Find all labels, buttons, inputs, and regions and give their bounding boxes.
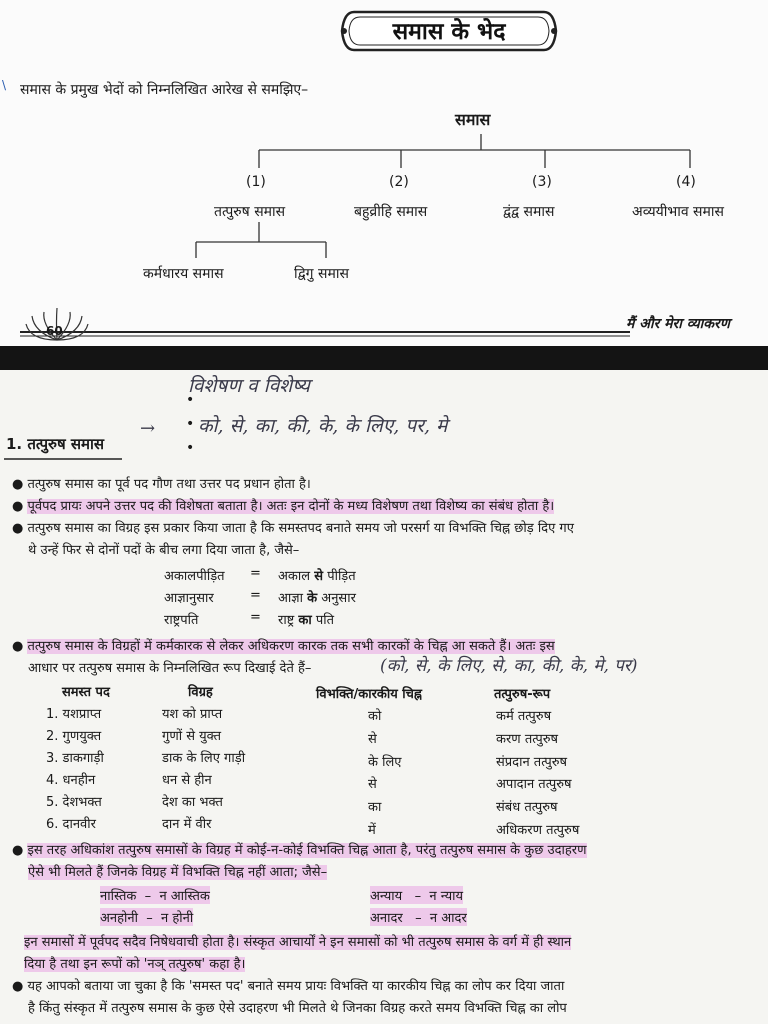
- table-row: 6. दानवीर: [46, 817, 96, 832]
- bullet-1: ● तत्पुरुष समास का पूर्व पद गौण तथा उत्तर पद प्रधान होता है।: [12, 477, 311, 492]
- table-row: 3. डाकगाड़ी: [46, 751, 104, 766]
- branch-number: (4): [676, 174, 696, 190]
- example-vigrah: राष्ट्र का पति: [278, 613, 335, 628]
- bullet-4: ● तत्पुरुष समास के विग्रहों में कर्मकारक से लेकर अधिकरण कारक तक सभी कारकों के चिह्न आ सकते हैं। अतः इस: [12, 639, 555, 654]
- arrow-mark-icon: \: [2, 78, 7, 92]
- intro-text: समास के प्रमुख भेदों को निम्नलिखित आरेख से समझिए–: [20, 82, 309, 98]
- table-header: समस्त पद: [62, 685, 110, 700]
- top-page: [0, 0, 768, 346]
- table-cell: अपादान तत्पुरुष: [496, 777, 572, 792]
- table-cell: को: [368, 709, 382, 724]
- handwritten-side-note: (को, से, के लिए, से, का, की, के, मे, पर): [380, 656, 638, 676]
- heading-underline: [4, 456, 124, 462]
- branch-number: (2): [389, 174, 409, 190]
- table-cell: दान में वीर: [162, 817, 212, 832]
- branch-avyayibhav: अव्ययीभाव समास: [632, 204, 724, 220]
- branch-dvandva: द्वंद्व समास: [503, 204, 555, 220]
- branch-tatpurush: तत्पुरुष समास: [214, 204, 286, 220]
- handwritten-note-2: को, से, का, की, के, के लिए, पर, मे: [198, 415, 448, 437]
- bullet-dot: •: [186, 416, 195, 432]
- bullet-dot: •: [186, 392, 195, 408]
- table-cell: संबंध तत्पुरुष: [496, 800, 558, 815]
- tree-root: समास: [455, 110, 491, 129]
- table-row: 5. देशभक्त: [46, 795, 102, 810]
- neg-example: नास्तिक – न आस्तिक: [100, 886, 210, 904]
- example-eq: =: [250, 588, 261, 603]
- bullet-5: ● इस तरह अधिकांश तत्पुरुष समासों के विग्रह में कोई-न-कोई विभक्ति चिह्न आता है, परंतु तत्पुरुष समास के कुछ उदाहरण: [12, 843, 587, 858]
- bullet-6: ● यह आपको बताया जा चुका है कि 'समस्त पद' बनाते समय प्रायः विभक्ति या कारकीय चिह्न का लोप कर दिया जाता: [12, 979, 565, 994]
- table-cell: यश को प्राप्त: [162, 707, 223, 722]
- table-cell: डाक के लिए गाड़ी: [162, 751, 246, 766]
- branch-number: (1): [246, 174, 266, 190]
- table-cell: अधिकरण तत्पुरुष: [496, 823, 580, 838]
- sub-dvigu: द्विगु समास: [294, 266, 349, 282]
- section-heading: 1. तत्पुरुष समास: [6, 435, 105, 453]
- neg-example: अन्याय – न न्याय: [370, 886, 463, 904]
- example-word: अकालपीड़ित: [164, 569, 225, 584]
- table-cell: के लिए: [368, 755, 402, 770]
- page-number: 60: [46, 324, 63, 338]
- example-word: आज्ञानुसार: [164, 591, 214, 606]
- table-cell: में: [368, 823, 376, 838]
- branch-bahuvrihi: बहुव्रीहि समास: [354, 204, 428, 220]
- table-header: विग्रह: [188, 685, 213, 700]
- table-cell: धन से हीन: [162, 773, 212, 788]
- book-title: मैं और मेरा व्याकरण: [626, 316, 730, 332]
- table-row: 2. गुणयुक्त: [46, 729, 102, 744]
- neg-example: अनादर – न आदर: [370, 908, 467, 926]
- page-gap: [0, 346, 768, 370]
- table-cell: गुणों से युक्त: [162, 729, 222, 744]
- table-cell: से: [368, 777, 377, 792]
- bullet-3: ● तत्पुरुष समास का विग्रह इस प्रकार किया जाता है कि समस्तपद बनाते समय जो परसर्ग या विभक्ति चिह्न छोड़ दिए गए: [12, 521, 574, 536]
- bullet-5-cont: ऐसे भी मिलते हैं जिनके विग्रह में विभक्ति चिह्न नहीं आता; जैसे–: [28, 865, 328, 880]
- table-cell: देश का भक्त: [162, 795, 223, 810]
- section-title: समास के भेद: [392, 19, 506, 45]
- bullet-4-cont: आधार पर तत्पुरुष समास के निम्नलिखित रूप दिखाई देते हैं–: [28, 661, 312, 676]
- sub-karmadharaya: कर्मधारय समास: [143, 266, 224, 282]
- neg-example: अनहोनी – न होनी: [100, 908, 193, 926]
- branch-number: (3): [532, 174, 552, 190]
- para-line-1: इन समासों में पूर्वपद सदैव निषेधवाची होता है। संस्कृत आचार्यों ने इन समासों को भी तत्पुरुष समास के वर्ग में ही स्थान: [24, 935, 572, 950]
- table-cell: कर्म तत्पुरुष: [496, 709, 552, 724]
- table-cell: से: [368, 732, 377, 747]
- example-word: राष्ट्रपति: [164, 613, 199, 628]
- table-header: तत्पुरुष-रूप: [494, 687, 551, 702]
- table-cell: का: [368, 800, 382, 815]
- table-row: 1. यशप्राप्त: [46, 707, 102, 722]
- bullet-6-cont: है किंतु संस्कृत में तत्पुरुष समास के कुछ ऐसे उदाहरण भी मिलते थे जिनका विग्रह करते समय विभक्ति चिह्न का लोप: [28, 1001, 567, 1016]
- example-eq: =: [250, 566, 261, 581]
- table-header: विभक्ति/कारकीय चिह्न: [316, 687, 423, 702]
- bullet-2: ● पूर्वपद प्रायः अपने उत्तर पद की विशेषता बताता है। अतः इन दोनों के मध्य विशेषण तथा विशेष्य का संबंध होता है।: [12, 499, 555, 514]
- tree-connectors: [0, 0, 768, 346]
- example-vigrah: आज्ञा के अनुसार: [278, 591, 356, 606]
- table-cell: करण तत्पुरुष: [496, 732, 559, 747]
- bullet-3-cont: थे उन्हें फिर से दोनों पदों के बीच लगा दिया जाता है, जैसे–: [28, 543, 300, 558]
- table-row: 4. धनहीन: [46, 773, 96, 788]
- handwritten-note-1: विशेषण व विशेष्य: [188, 375, 310, 397]
- example-vigrah: अकाल से पीड़ित: [278, 569, 356, 584]
- para-line-2: दिया है तथा इन रूपों को 'नञ् तत्पुरुष' कहा है।: [24, 957, 246, 972]
- bullet-dot: •: [186, 440, 195, 456]
- handwritten-arrow-icon: →: [140, 418, 156, 439]
- table-cell: संप्रदान तत्पुरुष: [496, 755, 568, 770]
- example-eq: =: [250, 610, 261, 625]
